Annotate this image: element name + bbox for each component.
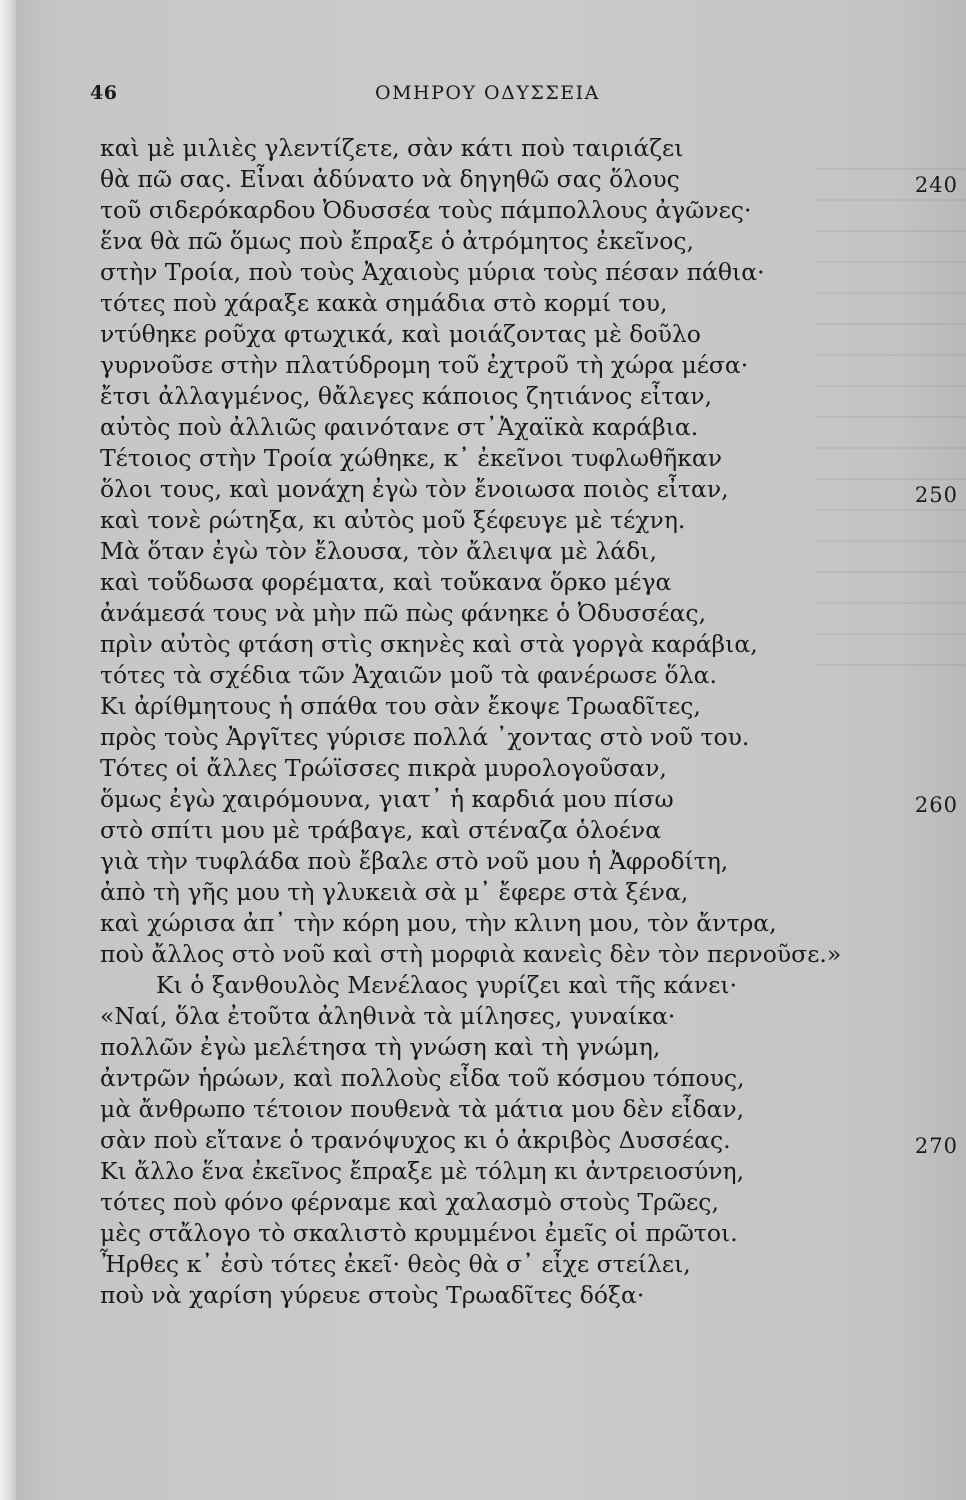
verse-text: ὅλοι τους, καὶ μονάχη ἐγὼ τὸν ἔνοιωσα ποιὸς εἶταν, xyxy=(100,475,729,503)
page-number: 46 xyxy=(90,82,118,104)
verse-line xyxy=(0,133,966,164)
verse-text: Τότες οἱ ἄλλες Τρώϊσσες πικρὰ μυρολογοῦσαν, xyxy=(100,754,667,782)
verse-line xyxy=(0,784,966,815)
verse-text: Ἦρθες κ᾽ ἐσὺ τότες ἐκεῖ· θεὸς θὰ σ᾽ εἶχε στείλει, xyxy=(100,1250,691,1278)
verse-line xyxy=(0,629,966,660)
verse-text: αὐτὸς ποὺ ἀλλιῶς φαινότανε στ᾽Ἀχαϊκὰ καράβια. xyxy=(100,413,699,441)
verse-text: στὸ σπίτι μου μὲ τράβαγε, καὶ στέναζα ὁλοένα xyxy=(100,816,662,844)
verse-text: πρὶν αὐτὸς φτάση στὶς σκηνὲς καὶ στὰ γοργὰ καράβια, xyxy=(100,630,758,658)
verse-line xyxy=(0,381,966,412)
verse-line xyxy=(0,1001,966,1032)
verse-text: πρὸς τοὺς Ἀργῖτες γύρισε πολλά ᾽χοντας στὸ νοῦ του. xyxy=(100,723,750,751)
verse-line xyxy=(0,1218,966,1249)
verse-text: καὶ χώρισα ἀπ᾽ τὴν κόρη μου, τὴν κλινη μου, τὸν ἄντρα, xyxy=(100,909,777,937)
verse-text: ἀντρῶν ἡρώων, καὶ πολλοὺς εἶδα τοῦ κόσμου τόπους, xyxy=(100,1064,745,1092)
verse-line xyxy=(0,195,966,226)
line-number: 240 xyxy=(914,173,958,197)
verse-text: ποὺ ἄλλος στὸ νοῦ καὶ στὴ μορφιὰ κανεὶς δὲν τὸν περνοῦσε.» xyxy=(100,940,842,968)
verse-text: ἀνάμεσά τους νὰ μὴν πῶ πὼς φάνηκε ὁ Ὀδυσσέας, xyxy=(100,599,707,627)
verse-text: τότες ποὺ χάραξε κακὰ σημάδια στὸ κορμί του, xyxy=(100,289,668,317)
page-header xyxy=(90,72,900,112)
verse-text: τότες τὰ σχέδια τῶν Ἀχαιῶν μοῦ τὰ φανέρωσε ὅλα. xyxy=(100,661,717,689)
verse-line xyxy=(0,164,966,195)
verse-text: καὶ τοὔδωσα φορέματα, καὶ τοὔκανα ὅρκο μέγα xyxy=(100,568,672,596)
verse-line xyxy=(0,660,966,691)
verse-line xyxy=(0,319,966,350)
verse-text: ποὺ νὰ χαρίση γύρευε στοὺς Τρωαδῖτες δόξα· xyxy=(100,1281,645,1309)
verse-line xyxy=(0,722,966,753)
verse-line xyxy=(0,1187,966,1218)
verse-text: Κι ὁ ξανθουλὸς Μενέλαος γυρίζει καὶ τῆς κάνει· xyxy=(156,971,738,999)
verse-line xyxy=(0,691,966,722)
verse-line xyxy=(0,288,966,319)
verse-text: γυρνοῦσε στὴν πλατύδρομη τοῦ ἐχτροῦ τὴ χώρα μέσα· xyxy=(100,351,749,379)
verse-line xyxy=(0,226,966,257)
verse-text: γιὰ τὴν τυφλάδα ποὺ ἔβαλε στὸ νοῦ μου ἡ Ἀφροδίτη, xyxy=(100,847,729,875)
verse-line xyxy=(0,1249,966,1280)
line-number: 270 xyxy=(914,1134,958,1158)
verse-text: ντύθηκε ροῦχα φτωχικά, καὶ μοιάζοντας μὲ δοῦλο xyxy=(100,320,701,348)
verse-text: μὰ ἄνθρωπο τέτοιον πουθενὰ τὰ μάτια μου δὲν εἶδαν, xyxy=(100,1095,745,1123)
verse-text: θὰ πῶ σας. Εἶναι ἀδύνατο νὰ δηγηθῶ σας ὅλους xyxy=(100,165,680,193)
verse-line xyxy=(0,846,966,877)
verse-line xyxy=(0,412,966,443)
verse-line xyxy=(0,1032,966,1063)
verse-line xyxy=(0,567,966,598)
verse-line xyxy=(0,908,966,939)
verse-line xyxy=(0,474,966,505)
verse-line xyxy=(0,505,966,536)
verse-text: τότες ποὺ φόνο φέρναμε καὶ χαλασμὸ στοὺς Τρῶες, xyxy=(100,1188,719,1216)
verse-text: πολλῶν ἐγὼ μελέτησα τὴ γνώση καὶ τὴ γνώμη, xyxy=(100,1033,661,1061)
verse-line xyxy=(0,815,966,846)
verse-text: ἀπὸ τὴ γῆς μου τὴ γλυκειὰ σὰ μ᾽ ἔφερε στὰ ξένα, xyxy=(100,878,689,906)
verse-text: καὶ μὲ μιλιὲς γλεντίζετε, σὰν κάτι ποὺ ταιριάζει xyxy=(100,134,684,162)
verse-text: Μὰ ὅταν ἐγὼ τὸν ἔλουσα, τὸν ἄλειψα μὲ λάδι, xyxy=(100,537,657,565)
verse-text: στὴν Τροία, ποὺ τοὺς Ἀχαιοὺς μύρια τοὺς πέσαν πάθια· xyxy=(100,258,765,286)
verse-block xyxy=(0,133,966,1311)
verse-line xyxy=(0,257,966,288)
verse-text: «Ναί, ὅλα ἐτοῦτα ἀληθινὰ τὰ μίλησες, γυναίκα· xyxy=(100,1002,676,1030)
verse-line xyxy=(0,1094,966,1125)
verse-text: ὅμως ἐγὼ χαιρόμουνα, γιατ᾽ ἡ καρδιά μου πίσω xyxy=(100,785,674,813)
verse-line xyxy=(0,877,966,908)
line-number: 250 xyxy=(914,483,958,507)
verse-line xyxy=(0,1063,966,1094)
verse-text: ἔτσι ἀλλαγμένος, θἄλεγες κάποιος ζητιάνος εἶταν, xyxy=(100,382,712,410)
verse-line xyxy=(0,970,966,1001)
verse-line xyxy=(0,536,966,567)
verse-text: τοῦ σιδερόκαρδου Ὀδυσσέα τοὺς πάμπολλους ἀγῶνες· xyxy=(100,196,752,224)
verse-line xyxy=(0,1125,966,1156)
verse-text: σὰν ποὺ εἴτανε ὁ τρανόψυχος κι ὁ ἀκριβὸς Δυσσέας. xyxy=(100,1126,731,1154)
verse-text: καὶ τονὲ ρώτηξα, κι αὐτὸς μοῦ ξέφευγε μὲ τέχνη. xyxy=(100,506,686,534)
verse-line xyxy=(0,350,966,381)
verse-text: μὲς στἄλογο τὸ σκαλιστὸ κρυμμένοι ἐμεῖς οἱ πρῶτοι. xyxy=(100,1219,738,1247)
verse-text: ἕνα θὰ πῶ ὅμως ποὺ ἔπραξε ὁ ἀτρόμητος ἐκεῖνος, xyxy=(100,227,695,255)
verse-line xyxy=(0,598,966,629)
verse-line xyxy=(0,443,966,474)
running-title: ΟΜΗΡΟΥ ΟΔΥΣΣΕΙΑ xyxy=(375,82,600,104)
verse-line xyxy=(0,753,966,784)
verse-line xyxy=(0,1280,966,1311)
verse-text: Τέτοιος στὴν Τροία χώθηκε, κ᾽ ἐκεῖνοι τυφλωθῆκαν xyxy=(100,444,723,472)
verse-line xyxy=(0,939,966,970)
verse-text: Κι ἀρίθμητους ἡ σπάθα του σὰν ἔκοψε Τρωαδῖτες, xyxy=(100,692,701,720)
line-number: 260 xyxy=(914,793,958,817)
verse-line xyxy=(0,1156,966,1187)
verse-text: Κι ἄλλο ἕνα ἐκεῖνος ἔπραξε μὲ τόλμη κι ἀντρειοσύνη, xyxy=(100,1157,745,1185)
